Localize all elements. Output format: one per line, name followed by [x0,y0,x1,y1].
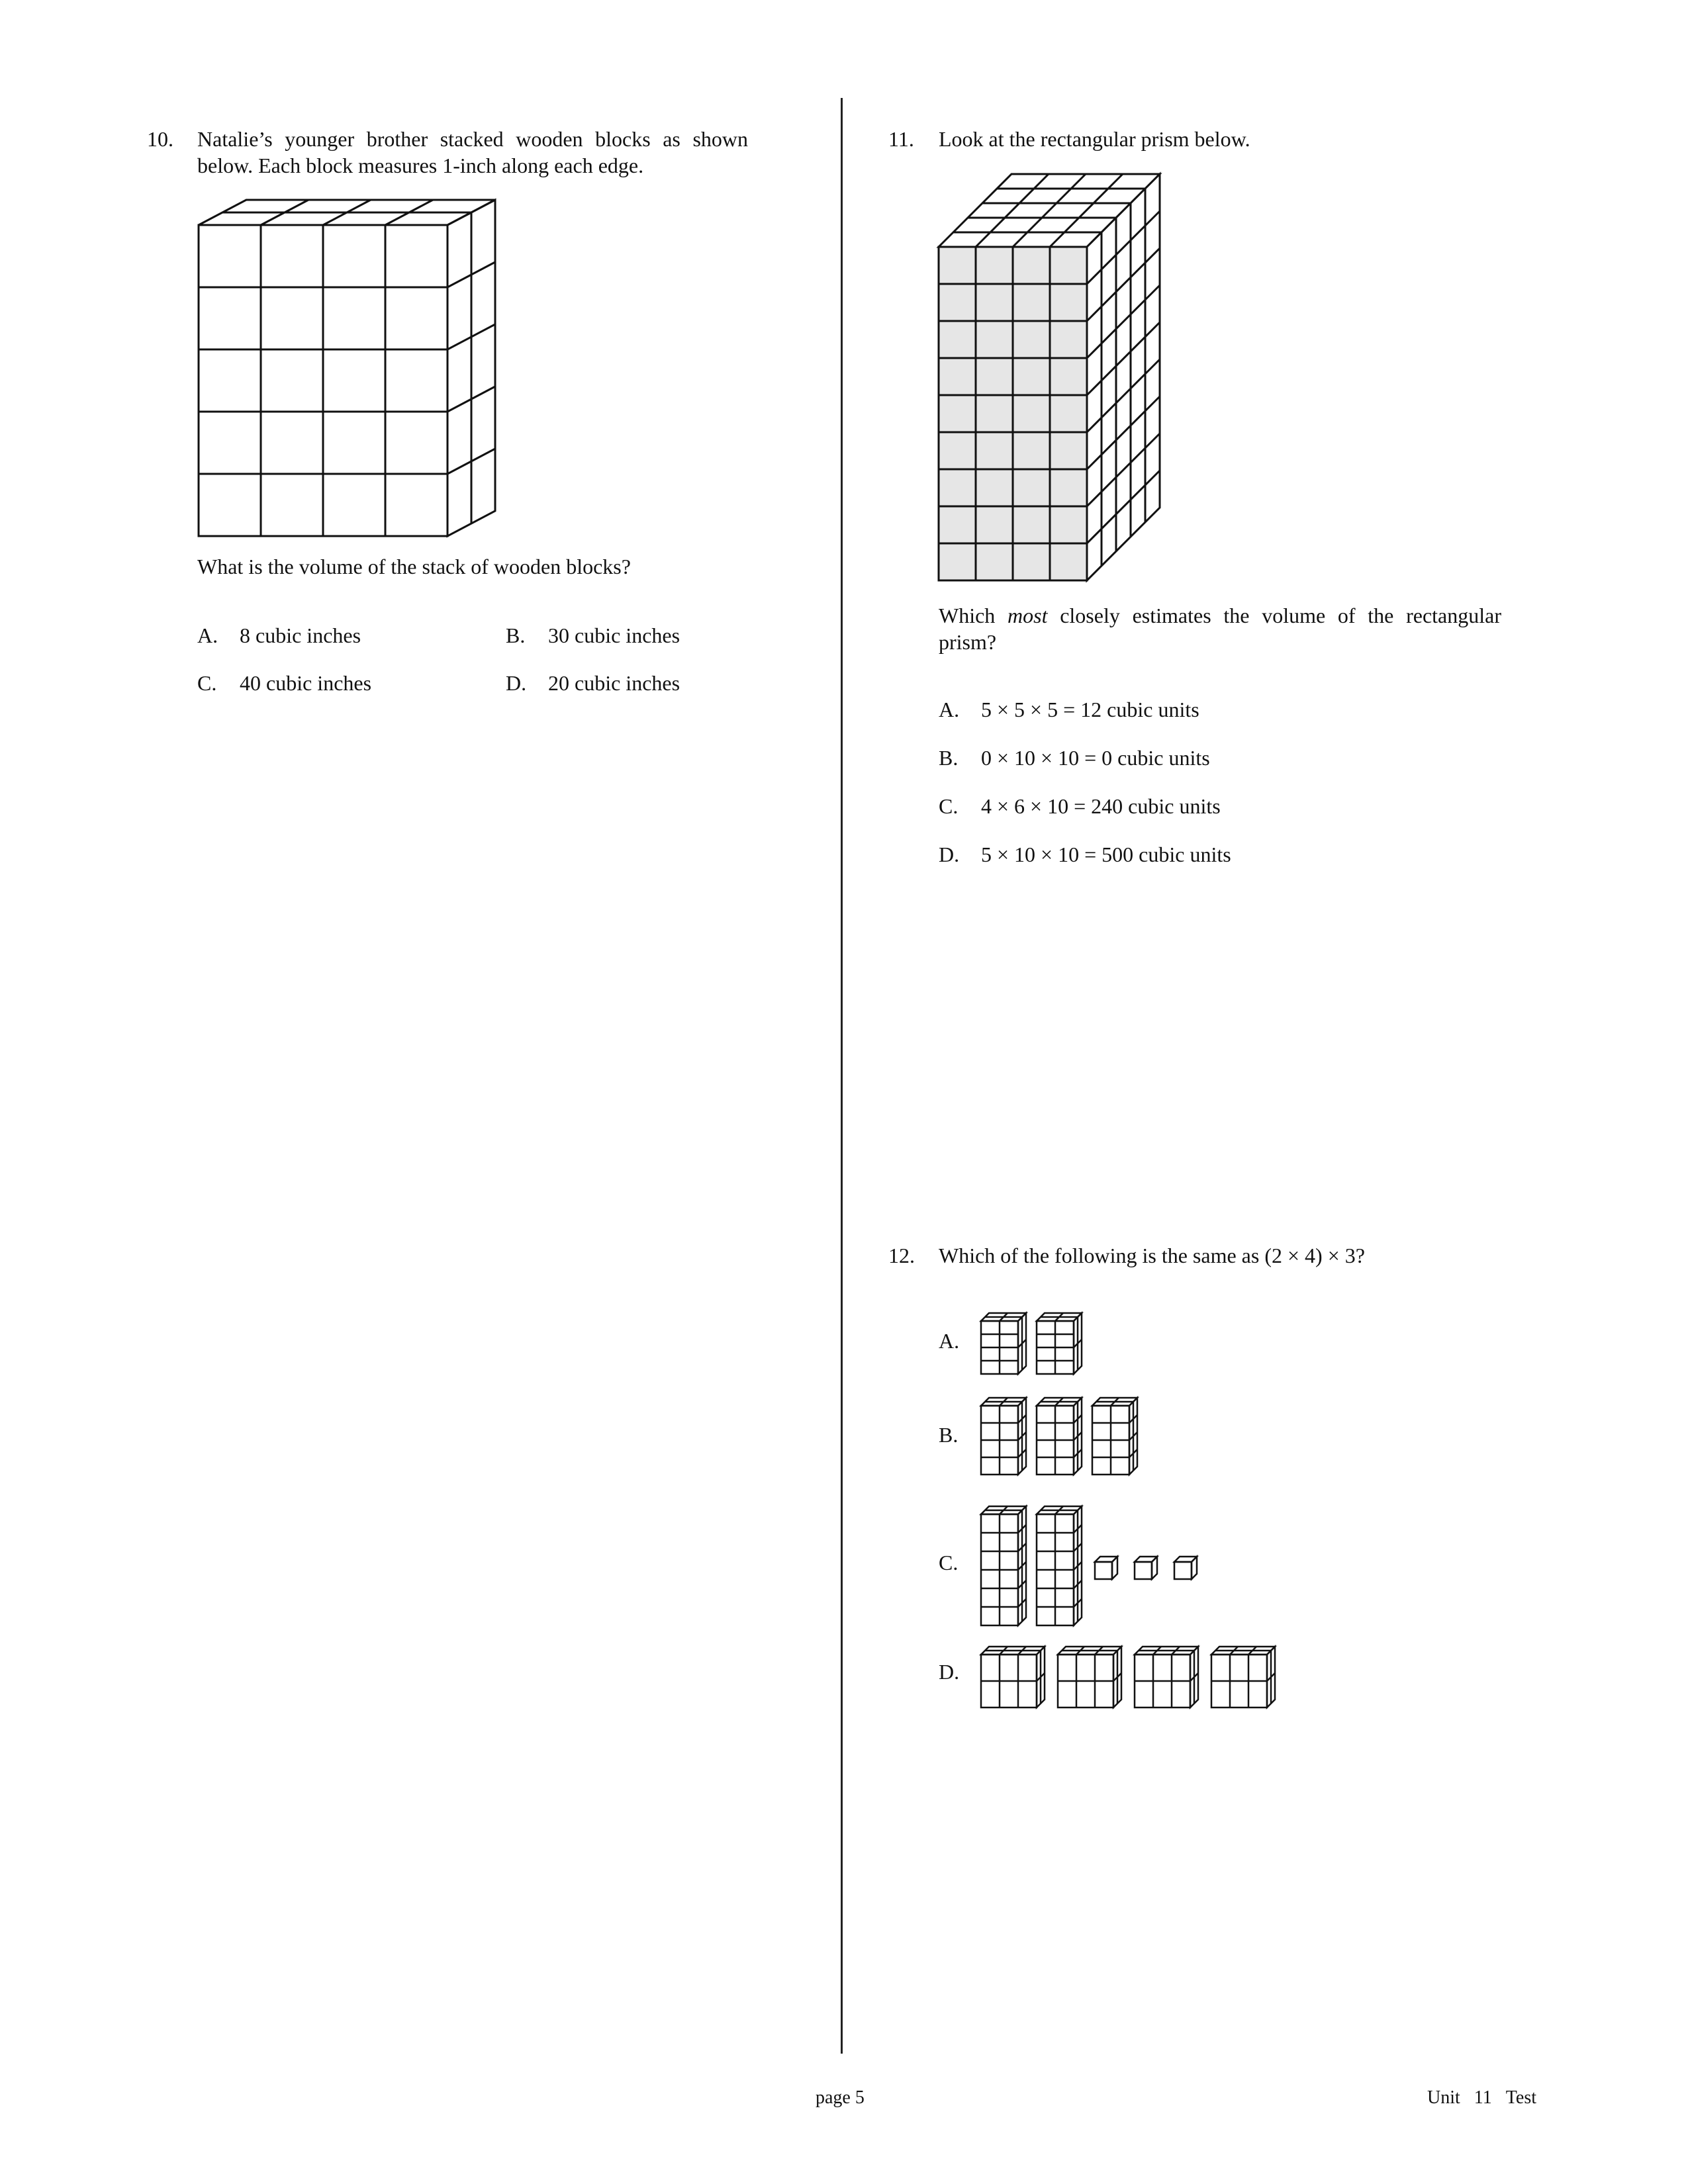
choice-label: D. [939,1660,960,1684]
choice-label: A. [197,623,218,647]
choice-text: 40 cubic inches [240,671,372,695]
q12-choice-b[interactable] [939,1422,981,1448]
footer-test: Test [1505,2087,1537,2108]
q12-choice-d-figure[interactable] [978,1643,1289,1710]
q12-choice-b-figure[interactable] [978,1394,1154,1479]
choice-label: B. [939,746,959,770]
choice-text: 5 × 10 × 10 = 500 cubic units [981,842,1231,866]
q12-number: 12. [888,1244,915,1267]
choice-label: A. [939,698,960,721]
page-number: page 5 [816,2087,865,2108]
footer-unit: Unit [1427,2087,1460,2108]
q10-block-stack-figure [192,192,503,543]
q10-choice-d[interactable] [506,670,680,696]
q12-text: Which of the following is the same as (2 × 4) × 3? [939,1244,1365,1267]
q11-question-end: closely estimates the volume of the rectangular prism? [939,604,1502,654]
choice-label: C. [197,671,217,695]
q10-text: Natalie’s younger brother stacked wooden blocks as shown below. Each block measures 1-inch along each edge. [197,127,748,177]
q12-choice-c-figure[interactable] [978,1504,1217,1629]
footer-unit-test [1427,2085,1536,2111]
q10-choice-a[interactable] [197,622,361,649]
choice-label: A. [939,1329,960,1353]
q11-choice-c[interactable] [939,793,1221,819]
choice-label: D. [939,842,960,866]
q10-question: What is the volume of the stack of wooden blocks? [197,555,631,578]
q12-choice-c[interactable] [939,1549,981,1576]
q12-choice-a-figure[interactable] [978,1309,1098,1377]
choice-label: C. [939,794,959,818]
q11-text: Look at the rectangular prism below. [939,127,1250,151]
choice-label: D. [506,671,527,695]
choice-text: 8 cubic inches [240,623,361,647]
q11-choice-d[interactable] [939,841,1231,868]
q11-question-emphasis: most [1008,604,1048,627]
q11-rectangular-prism-figure [933,169,1172,589]
choice-label: B. [939,1423,959,1447]
choice-text: 0 × 10 × 10 = 0 cubic units [981,746,1210,770]
q12-choice-a[interactable] [939,1328,981,1354]
choice-text: 30 cubic inches [548,623,680,647]
q11-question [939,602,1501,655]
q10-choice-c[interactable] [197,670,371,696]
choice-text: 5 × 5 × 5 = 12 cubic units [981,698,1199,721]
choice-label: B. [506,623,526,647]
q11-choice-b[interactable] [939,745,1210,771]
q11-number: 11. [888,127,914,151]
column-divider [841,98,843,2054]
choice-text: 20 cubic inches [548,671,680,695]
q11-choice-a[interactable] [939,696,1199,723]
choice-text: 4 × 6 × 10 = 240 cubic units [981,794,1221,818]
footer-unit-number: 11 [1474,2087,1492,2108]
q10-choice-b[interactable] [506,622,680,649]
choice-label: C. [939,1551,959,1574]
q11-question-start: Which [939,604,1008,627]
q10-number: 10. [147,127,173,151]
q12-choice-d[interactable] [939,1659,981,1685]
